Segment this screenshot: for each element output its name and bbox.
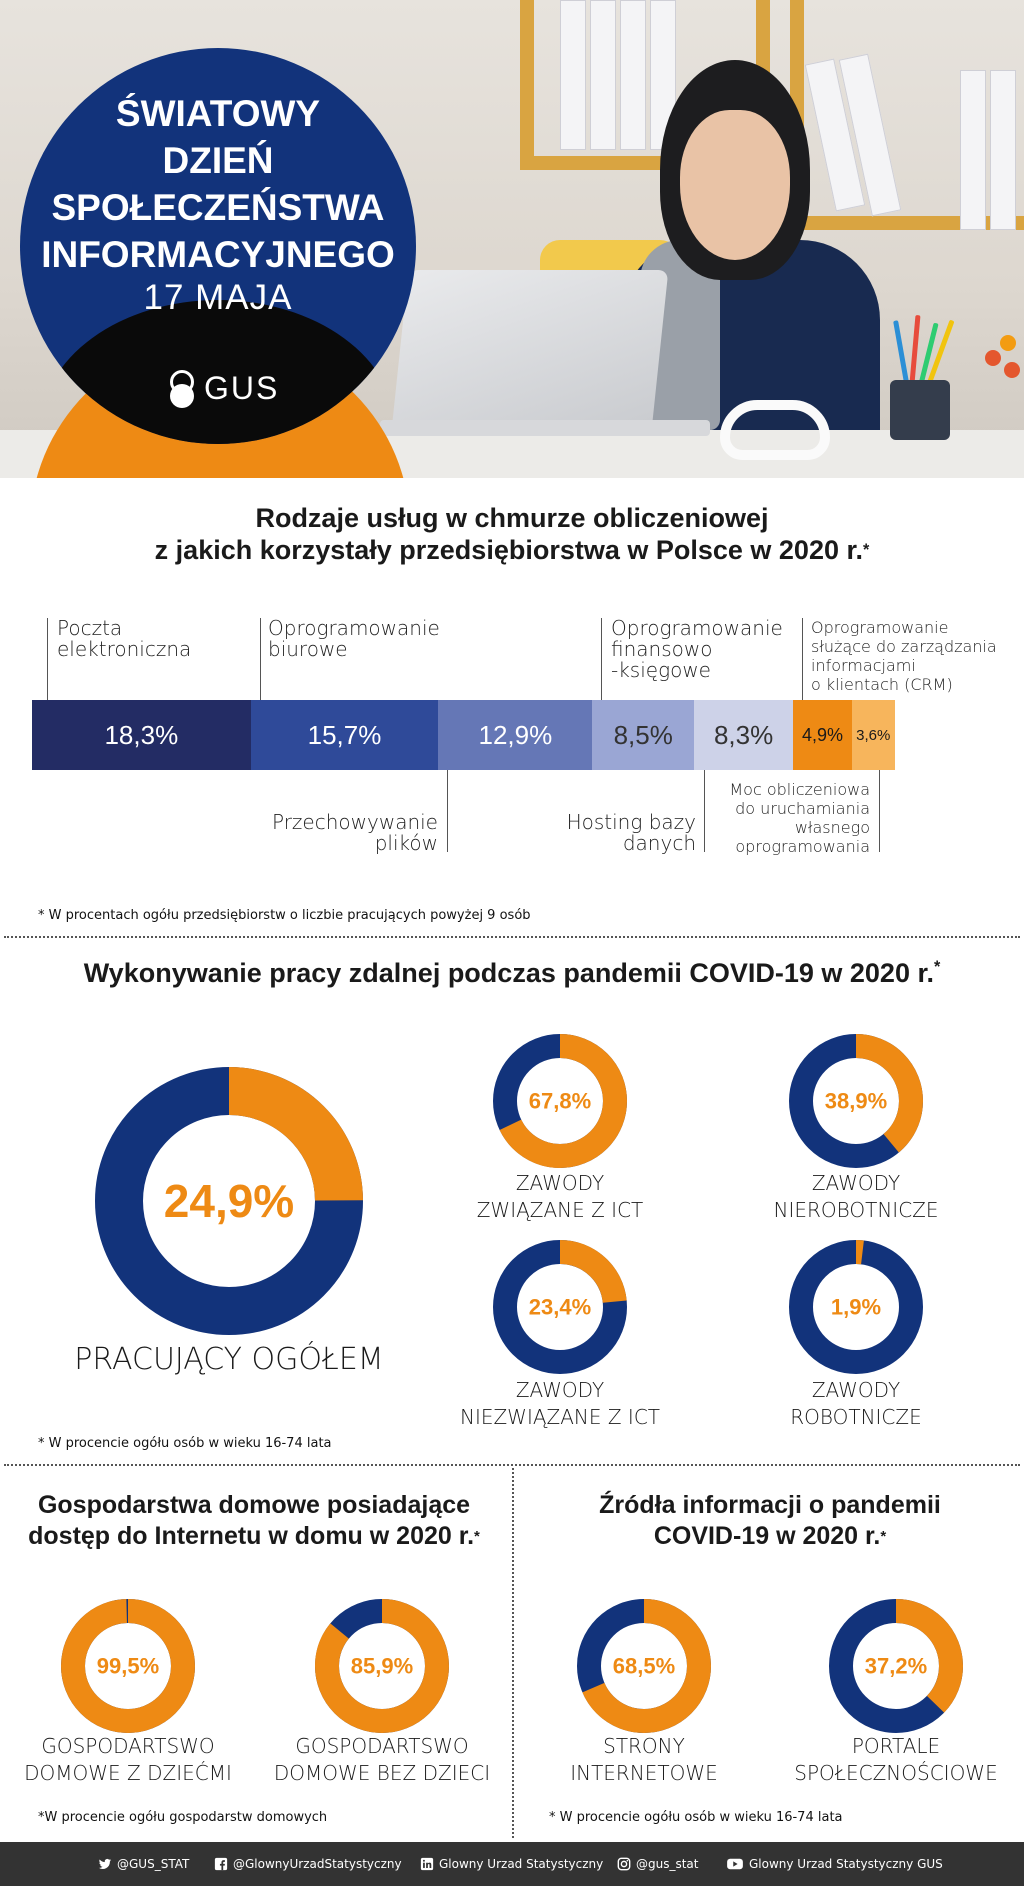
footer-linkedin[interactable] <box>420 1842 603 1886</box>
label-line: Oprogramowanie <box>611 616 783 640</box>
label-line: Oprogramowanie <box>811 618 949 637</box>
book-image <box>960 70 986 230</box>
label-line: informacjami <box>811 656 916 675</box>
bar-segment <box>592 700 694 770</box>
bar-value-label: 15,7% <box>307 719 382 750</box>
bar-segment <box>793 700 852 770</box>
donut-value-label: 23,4% <box>528 1294 592 1320</box>
internet-title-sup: * <box>474 1528 480 1545</box>
label-line: -księgowe <box>611 658 711 682</box>
label-line: Poczta <box>57 616 123 640</box>
social-footer <box>0 1842 1024 1886</box>
caption-line: ZAWODY <box>515 1171 605 1195</box>
bar-value-label: 3,6% <box>856 726 891 744</box>
hero-title-line: DZIEŃ <box>162 140 274 181</box>
caption-line: GOSPODARTSWO <box>295 1734 469 1758</box>
youtube-icon <box>726 1857 744 1871</box>
instagram-icon <box>617 1857 631 1871</box>
label-line: oprogramowania <box>735 837 870 856</box>
label-line: finansowo <box>611 637 713 661</box>
gus-logo <box>168 368 278 412</box>
footer-instagram-text: @gus_stat <box>636 1857 699 1871</box>
cloud-title-sup: * <box>863 541 870 559</box>
divider <box>4 936 1020 938</box>
book-image <box>620 0 646 150</box>
facebook-icon <box>214 1857 228 1871</box>
book-image <box>990 70 1016 230</box>
caption-line: GOSPODARTSWO <box>41 1734 215 1758</box>
sources-title-sup: * <box>880 1528 887 1545</box>
book-image <box>560 0 586 150</box>
laptop-image <box>392 270 669 430</box>
hero-title <box>20 90 416 278</box>
label-line: własnego <box>794 818 870 837</box>
cloud-title-line1: Rodzaje usług w chmurze obliczeniowej <box>255 503 769 533</box>
hero-date: 17 MAJA <box>143 278 293 317</box>
gus-logo-text: GUS <box>204 370 280 406</box>
label-line: o klientach (CRM) <box>811 675 953 694</box>
label-poczta <box>57 618 191 660</box>
donut-value-label: 99,5% <box>96 1653 160 1679</box>
donut-value-label: 37,2% <box>864 1653 928 1679</box>
caption-line: DOMOWE BEZ DZIECI <box>273 1761 491 1785</box>
twitter-icon <box>98 1857 112 1871</box>
hero-title-line: INFORMACYJNEGO <box>41 234 395 275</box>
label-line: do uruchamiania <box>735 799 870 818</box>
caption-line: NIEROBOTNICZE <box>773 1198 939 1222</box>
label-line: Oprogramowanie <box>268 616 440 640</box>
divider <box>4 1464 1020 1466</box>
sources-footnote: * W procencie ogółu osób w wieku 16-74 lata <box>549 1810 843 1825</box>
caption-ict <box>440 1170 680 1224</box>
bar-value-label: 18,3% <box>104 719 179 750</box>
cloud-title <box>0 502 1024 566</box>
label-pliki <box>238 812 438 854</box>
bar-value-label: 8,5% <box>613 719 673 750</box>
linkedin-icon <box>420 1857 434 1871</box>
label-finansowo <box>611 618 783 681</box>
footer-twitter[interactable] <box>98 1842 189 1886</box>
caption-line: STRONY <box>603 1734 685 1758</box>
donut-value-label: 67,8% <box>528 1088 592 1114</box>
caption-robotnicze <box>736 1377 976 1431</box>
donut-pracujacy-ogolem <box>94 1066 364 1336</box>
label-line: elektroniczna <box>57 637 192 661</box>
person-face-image <box>680 110 790 260</box>
cloud-footnote: * W procentach ogółu przedsiębiorstw o liczbie pracujących powyżej 9 osób <box>38 908 531 923</box>
footer-linkedin-text: Glowny Urzad Statystyczny <box>439 1857 604 1871</box>
caption-pracujacy: PRACUJĄCY OGÓŁEM <box>74 1342 384 1377</box>
caption-portale <box>776 1733 1016 1787</box>
footer-youtube[interactable] <box>726 1842 943 1886</box>
flower-image <box>1000 335 1016 351</box>
donut-gospodarstwo-z-dziecmi <box>60 1598 196 1734</box>
pencil-cup-image <box>890 380 950 440</box>
donut-portale-spolecznosciowe <box>828 1598 964 1734</box>
label-line: biurowe <box>268 637 348 661</box>
footer-instagram[interactable] <box>617 1842 699 1886</box>
donut-value-label: 1,9% <box>830 1294 882 1320</box>
label-line: plików <box>374 831 438 855</box>
bar-value-label: 12,9% <box>478 719 553 750</box>
internet-title <box>0 1490 508 1552</box>
cloud-title-line2: z jakich korzystały przedsiębiorstwa w Polsce w 2020 r. <box>154 535 863 565</box>
donut-value-label: 68,5% <box>612 1653 676 1679</box>
caption-line: DOMOWE Z DZIEĆMI <box>24 1761 232 1785</box>
bar-value-label: 8,3% <box>713 719 774 750</box>
footer-twitter-text: @GUS_STAT <box>117 1857 190 1871</box>
caption-line: ZAWODY <box>515 1378 605 1402</box>
bar-value-label: 4,9% <box>801 724 843 745</box>
footer-facebook[interactable] <box>214 1842 402 1886</box>
bar-segment <box>32 700 251 770</box>
caption-line: INTERNETOWE <box>570 1761 718 1785</box>
book-image <box>590 0 616 150</box>
bar-segment <box>438 700 592 770</box>
label-line: danych <box>622 831 696 855</box>
caption-strony <box>524 1733 764 1787</box>
flower-image <box>985 350 1001 366</box>
remote-title-sup: * <box>934 958 941 976</box>
label-biurowe <box>268 618 440 660</box>
label-hosting <box>496 812 696 854</box>
bar-segment <box>852 700 895 770</box>
caption-line: ZWIĄZANE Z ICT <box>476 1198 644 1222</box>
label-moc <box>690 780 870 856</box>
remote-footnote: * W procencie ogółu osób w wieku 16-74 lata <box>38 1436 332 1451</box>
caption-line: NIEZWIĄZANE Z ICT <box>459 1405 661 1429</box>
caption-line: SPOŁECZNOŚCIOWE <box>794 1761 998 1785</box>
laptop-base-image <box>380 420 710 436</box>
footer-youtube-text: Glowny Urzad Statystyczny GUS <box>749 1857 943 1871</box>
donut-value-label: 38,9% <box>824 1088 888 1114</box>
footer-facebook-text: @GlownyUrzadStatystyczny <box>233 1857 402 1871</box>
caption-line: ZAWODY <box>811 1378 901 1402</box>
caption-nierobotnicze <box>736 1170 976 1224</box>
hero-title-line: ŚWIATOWY <box>115 93 321 134</box>
hero-title-line: SPOŁECZEŃSTWA <box>51 187 385 228</box>
donut-zawody-ict <box>492 1033 628 1169</box>
donut-value-label: 85,9% <box>350 1653 414 1679</box>
headphones-image <box>720 400 830 460</box>
donut-zawody-nierobotnicze <box>788 1033 924 1169</box>
sources-title-line2: COVID-19 w 2020 r. <box>653 1522 881 1550</box>
leader-line <box>447 770 448 852</box>
label-line: Hosting bazy <box>566 810 696 834</box>
donut-value-label: 24,9% <box>163 1175 295 1227</box>
caption-z-dziecmi <box>8 1733 248 1787</box>
caption-bez-dzieci <box>262 1733 502 1787</box>
leader-line <box>879 770 880 852</box>
internet-footnote: *W procencie ogółu gospodarstw domowych <box>38 1810 328 1825</box>
bar-segment <box>251 700 439 770</box>
flower-image <box>1004 362 1020 378</box>
sources-title <box>516 1490 1024 1552</box>
donut-zawody-robotnicze <box>788 1239 924 1375</box>
caption-line: ROBOTNICZE <box>790 1405 922 1429</box>
donut-gospodarstwo-bez-dzieci <box>314 1598 450 1734</box>
caption-line: PORTALE <box>851 1734 941 1758</box>
donut-strony-internetowe <box>576 1598 712 1734</box>
remote-title-text: Wykonywanie pracy zdalnej podczas pandemii COVID-19 w 2020 r. <box>83 958 934 988</box>
caption-nieict <box>440 1377 680 1431</box>
label-crm <box>811 618 997 694</box>
bar-segment <box>694 700 793 770</box>
label-line: Przechowywanie <box>272 810 438 834</box>
label-line: Moc obliczeniowa <box>729 780 870 799</box>
donut-zawody-nieict <box>492 1239 628 1375</box>
internet-title-line1: Gospodarstwa domowe posiadające <box>37 1491 471 1519</box>
divider-vertical <box>512 1468 514 1838</box>
gus-logo-icon <box>168 370 196 408</box>
caption-line: ZAWODY <box>811 1171 901 1195</box>
internet-title-line2: dostęp do Internetu w domu w 2020 r. <box>28 1522 475 1550</box>
hero-banner <box>0 0 1024 478</box>
remote-title <box>0 958 1024 989</box>
label-line: służące do zarządzania <box>811 637 997 656</box>
sources-title-line1: Źródła informacji o pandemii <box>599 1491 941 1519</box>
